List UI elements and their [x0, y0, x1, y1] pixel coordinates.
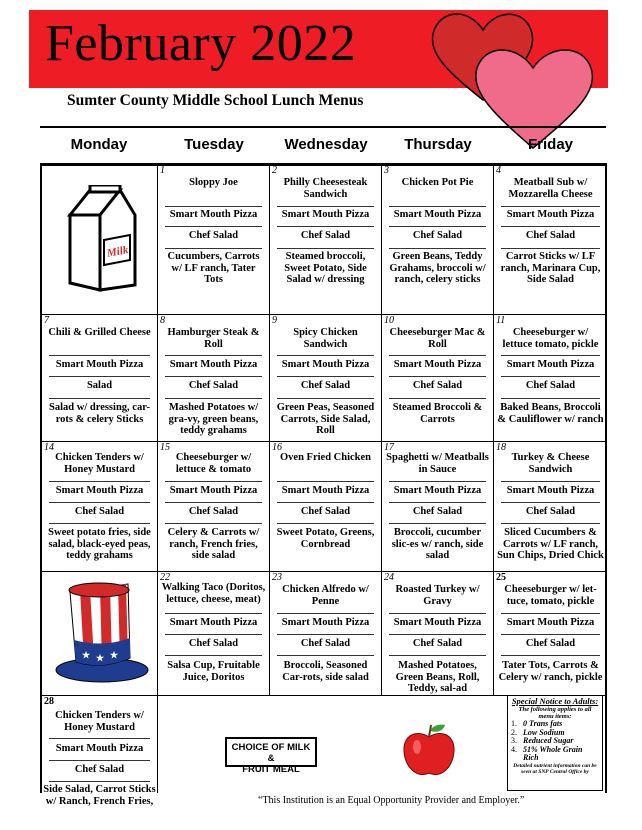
sides-text: Sliced Cucumbers & Carrots w/ LF ranch, Sun Chips, Dried Chick	[497, 527, 604, 561]
divider	[277, 376, 374, 377]
page-subtitle: Sumter County Middle School Lunch Menus	[67, 92, 364, 109]
salad-text: Chef Salad	[525, 380, 576, 391]
calendar-cell	[494, 165, 607, 315]
calendar-cell	[42, 442, 158, 572]
calendar-cell	[42, 696, 158, 807]
alternate-entree-text: Smart Mouth Pizza	[281, 359, 370, 370]
divider	[389, 376, 486, 377]
divider	[389, 226, 486, 227]
salad-text: Chef Salad	[188, 638, 239, 649]
notice-subtitle: The following applies to all menu items:	[518, 706, 592, 720]
divider	[165, 634, 262, 635]
sides-text: Salad w/ dressing, car-rots & celery Sticks	[49, 402, 150, 425]
special-notice-box	[507, 695, 603, 791]
notice-item-text: 0 Trans fats	[523, 719, 563, 728]
sides-text: Side Salad, Carrot Sticks w/ Ranch, French Fries,	[43, 784, 156, 807]
salad-text: Chef Salad	[300, 230, 351, 241]
calendar-cell	[270, 442, 382, 572]
divider	[165, 206, 262, 207]
divider	[501, 634, 600, 635]
calendar-cell	[270, 572, 382, 696]
divider	[49, 760, 150, 761]
entree-text: Spaghetti w/ Meatballs in Sauce	[386, 452, 489, 475]
salad-text: Chef Salad	[412, 230, 463, 241]
sides-text: Baked Beans, Broccoli & Cauliflower w/ ranch	[497, 402, 604, 425]
alternate-entree-text: Smart Mouth Pizza	[281, 617, 370, 628]
choice-line-2: FRUIT MEAL	[242, 764, 300, 775]
divider	[389, 398, 486, 399]
divider	[501, 481, 600, 482]
salad-text: Salad	[86, 380, 113, 391]
divider	[277, 523, 374, 524]
calendar-cell	[42, 315, 158, 442]
calendar-cell-milk	[42, 165, 158, 315]
divider	[277, 634, 374, 635]
day-number: 3	[384, 165, 389, 176]
calendar-cell	[382, 442, 494, 572]
uncle-sam-hat-icon	[50, 578, 150, 688]
divider	[165, 523, 262, 524]
divider	[389, 634, 486, 635]
calendar-cell	[382, 165, 494, 315]
day-number: 7	[44, 315, 49, 326]
sides-text: Cucumbers, Carrots w/ LF ranch, Tater Tots	[167, 251, 260, 285]
divider	[277, 206, 374, 207]
sides-text: Carrot Sticks w/ LF ranch, Marinara Cup, Side Salad	[500, 251, 601, 285]
calendar-cell	[382, 572, 494, 696]
entree-text: Sloppy Joe	[189, 177, 238, 188]
day-header-monday: Monday	[70, 136, 128, 153]
day-header-thursday: Thursday	[404, 136, 472, 153]
entree-text: Chicken Tenders w/ Honey Mustard	[55, 452, 144, 475]
calendar-cell	[270, 165, 382, 315]
divider	[277, 355, 374, 356]
alternate-entree-text: Smart Mouth Pizza	[169, 359, 258, 370]
salad-text: Chef Salad	[74, 764, 125, 775]
sides-text: Mashed Potatoes, Green Beans, Roll, Teddy, sal-ad	[395, 660, 480, 694]
milk-carton-icon	[60, 185, 140, 295]
sides-text: Tater Tots, Carrots & Celery w/ ranch, pickle	[498, 660, 603, 683]
day-number: 4	[496, 165, 501, 176]
divider	[49, 781, 150, 782]
day-number: 25	[496, 572, 506, 583]
day-number: 2	[272, 165, 277, 176]
svg-text:Milk: Milk	[106, 244, 130, 260]
entree-text: Philly Cheesesteak Sandwich	[283, 177, 368, 200]
divider	[501, 355, 600, 356]
day-number: 15	[160, 442, 170, 453]
day-number: 23	[272, 572, 282, 583]
entree-text: Chicken Tenders w/ Honey Mustard	[55, 710, 144, 733]
divider	[49, 398, 150, 399]
entree-text: Meatball Sub w/ Mozzarella Cheese	[508, 177, 593, 200]
divider	[277, 655, 374, 656]
divider	[49, 523, 150, 524]
divider	[277, 502, 374, 503]
calendar-cell	[382, 315, 494, 442]
alternate-entree-text: Smart Mouth Pizza	[393, 359, 482, 370]
sides-text: Green Peas, Seasoned Carrots, Side Salad, Roll	[276, 402, 375, 436]
entree-text: Oven Fried Chicken	[280, 452, 371, 463]
divider	[501, 226, 600, 227]
divider	[277, 398, 374, 399]
sides-text: Sweet Potato, Greens, Cornbread	[276, 527, 375, 550]
divider	[165, 398, 262, 399]
svg-text:★: ★	[82, 650, 91, 660]
svg-text:★: ★	[110, 650, 119, 660]
sides-text: Broccoli, Seasoned Car-rots, side salad	[282, 660, 369, 683]
alternate-entree-text: Smart Mouth Pizza	[55, 359, 144, 370]
sides-text: Mashed Potatoes w/ gra-vy, green beans, teddy grahams	[168, 402, 259, 436]
entree-text: Turkey & Cheese Sandwich	[511, 452, 590, 475]
divider	[165, 376, 262, 377]
sides-text: Broccoli, cucumber slic-es w/ ranch, side salad	[391, 527, 484, 561]
calendar-cell	[158, 442, 270, 572]
day-number: 8	[160, 315, 165, 326]
divider	[389, 355, 486, 356]
day-number: 11	[496, 315, 506, 326]
alternate-entree-text: Smart Mouth Pizza	[55, 743, 144, 754]
calendar-cell	[494, 442, 607, 572]
pink-heart-icon	[476, 50, 593, 148]
choice-of-milk-box	[225, 737, 317, 775]
salad-text: Chef Salad	[412, 506, 463, 517]
day-number: 28	[44, 696, 54, 707]
choice-line-1: CHOICE OF MILK &	[231, 742, 311, 764]
notice-item-number: 4.	[511, 744, 517, 754]
alternate-entree-text: Smart Mouth Pizza	[55, 485, 144, 496]
divider	[165, 481, 262, 482]
calendar-cell	[494, 315, 607, 442]
day-number: 9	[272, 315, 277, 326]
divider	[389, 655, 486, 656]
calendar-cell	[158, 315, 270, 442]
divider	[49, 738, 150, 739]
notice-title: Special Notice to Adults:	[511, 696, 599, 706]
sides-text: Sweet potato fries, side salad, black-eyed peas, teddy grahams	[48, 527, 151, 561]
divider	[165, 248, 262, 249]
notice-item	[511, 746, 599, 763]
entree-text: Cheeseburger w/ let-tuce, tomato, pickle	[504, 584, 597, 607]
alternate-entree-text: Smart Mouth Pizza	[506, 209, 595, 220]
sides-text: Celery & Carrots w/ ranch, French fries, side salad	[167, 527, 260, 561]
divider	[277, 226, 374, 227]
entree-text: Chicken Pot Pie	[401, 177, 474, 188]
divider	[501, 502, 600, 503]
entree-text: Cheeseburger w/ lettuce & tomato	[175, 452, 252, 475]
divider	[389, 502, 486, 503]
divider	[49, 355, 150, 356]
divider	[165, 613, 262, 614]
divider	[49, 481, 150, 482]
alternate-entree-text: Smart Mouth Pizza	[281, 485, 370, 496]
entree-text: Cheeseburger Mac & Roll	[389, 327, 486, 350]
divider	[165, 655, 262, 656]
entree-text: Hamburger Steak & Roll	[167, 327, 260, 350]
divider	[389, 206, 486, 207]
divider	[389, 613, 486, 614]
salad-text: Chef Salad	[188, 380, 239, 391]
salad-text: Chef Salad	[74, 506, 125, 517]
divider	[501, 248, 600, 249]
day-number: 17	[384, 442, 394, 453]
salad-text: Chef Salad	[300, 506, 351, 517]
sides-text: Salsa Cup, Fruitable Juice, Doritos	[167, 660, 260, 683]
salad-text: Chef Salad	[300, 638, 351, 649]
entree-text: Chili & Grilled Cheese	[48, 327, 151, 338]
alternate-entree-text: Smart Mouth Pizza	[506, 485, 595, 496]
notice-list	[511, 720, 599, 763]
entree-text: Chicken Alfredo w/ Penne	[282, 584, 369, 607]
divider	[389, 523, 486, 524]
salad-text: Chef Salad	[525, 638, 576, 649]
sides-text: Steamed Broccoli & Carrots	[392, 402, 483, 425]
day-number: 16	[272, 442, 282, 453]
header-divider	[40, 126, 606, 128]
divider	[501, 398, 600, 399]
notice-item-number: 2.	[511, 727, 517, 737]
entree-text: Roasted Turkey w/ Gravy	[395, 584, 480, 607]
day-header-wednesday: Wednesday	[284, 136, 368, 153]
notice-item-number: 1.	[511, 719, 517, 728]
day-number: 22	[160, 572, 170, 583]
entree-text: Spicy Chicken Sandwich	[293, 327, 358, 350]
day-header-tuesday: Tuesday	[184, 136, 244, 153]
notice-item-text: Reduced Sugar	[523, 736, 574, 745]
entree-text: Walking Taco (Doritos, lettuce, cheese, meat)	[161, 582, 266, 605]
salad-text: Chef Salad	[188, 506, 239, 517]
salad-text: Chef Salad	[188, 230, 239, 241]
divider	[277, 613, 374, 614]
salad-text: Chef Salad	[525, 230, 576, 241]
divider	[389, 248, 486, 249]
calendar-cell-hat	[42, 572, 158, 696]
day-header-friday: Friday	[527, 136, 573, 153]
equal-opportunity-statement: “This Institution is an Equal Opportunity Provider and Employer.”	[258, 795, 525, 806]
calendar-cell	[494, 572, 607, 696]
alternate-entree-text: Smart Mouth Pizza	[281, 209, 370, 220]
day-number: 18	[496, 442, 506, 453]
alternate-entree-text: Smart Mouth Pizza	[169, 209, 258, 220]
divider	[501, 523, 600, 524]
notice-footnote: Detailed nutrient information can be seen at SNP Central Office by	[513, 762, 597, 775]
divider	[277, 248, 374, 249]
divider	[49, 376, 150, 377]
divider	[165, 355, 262, 356]
day-number: 1	[160, 165, 165, 176]
notice-item-number: 3.	[511, 736, 517, 745]
alternate-entree-text: Smart Mouth Pizza	[393, 209, 482, 220]
divider	[277, 481, 374, 482]
calendar-cell	[270, 315, 382, 442]
day-number: 14	[44, 442, 54, 453]
alternate-entree-text: Smart Mouth Pizza	[506, 617, 595, 628]
divider	[501, 613, 600, 614]
salad-text: Chef Salad	[525, 506, 576, 517]
divider	[501, 376, 600, 377]
divider	[165, 502, 262, 503]
svg-text:★: ★	[96, 653, 105, 663]
notice-item-text: Low Sodium	[523, 727, 565, 737]
apple-icon	[399, 721, 459, 781]
day-number: 10	[384, 315, 394, 326]
salad-text: Chef Salad	[412, 638, 463, 649]
calendar-cell	[158, 572, 270, 696]
day-number: 24	[384, 572, 394, 583]
divider	[501, 206, 600, 207]
salad-text: Chef Salad	[300, 380, 351, 391]
calendar-cell	[158, 165, 270, 315]
alternate-entree-text: Smart Mouth Pizza	[393, 617, 482, 628]
notice-item-text: 51% Whole Grain Rich	[523, 744, 583, 762]
sides-text: Green Beans, Teddy Grahams, broccoli w/ ranch, celery sticks	[389, 251, 486, 285]
sides-text: Steamed broccoli, Sweet Potato, Side Salad w/ dressing	[284, 251, 367, 285]
alternate-entree-text: Smart Mouth Pizza	[169, 485, 258, 496]
page-title: February 2022	[45, 15, 357, 72]
divider	[49, 502, 150, 503]
alternate-entree-text: Smart Mouth Pizza	[393, 485, 482, 496]
alternate-entree-text: Smart Mouth Pizza	[506, 359, 595, 370]
divider	[389, 481, 486, 482]
entree-text: Cheeseburger w/ lettuce tomato, pickle	[502, 327, 599, 350]
salad-text: Chef Salad	[412, 380, 463, 391]
divider	[165, 226, 262, 227]
alternate-entree-text: Smart Mouth Pizza	[169, 617, 258, 628]
divider	[501, 655, 600, 656]
